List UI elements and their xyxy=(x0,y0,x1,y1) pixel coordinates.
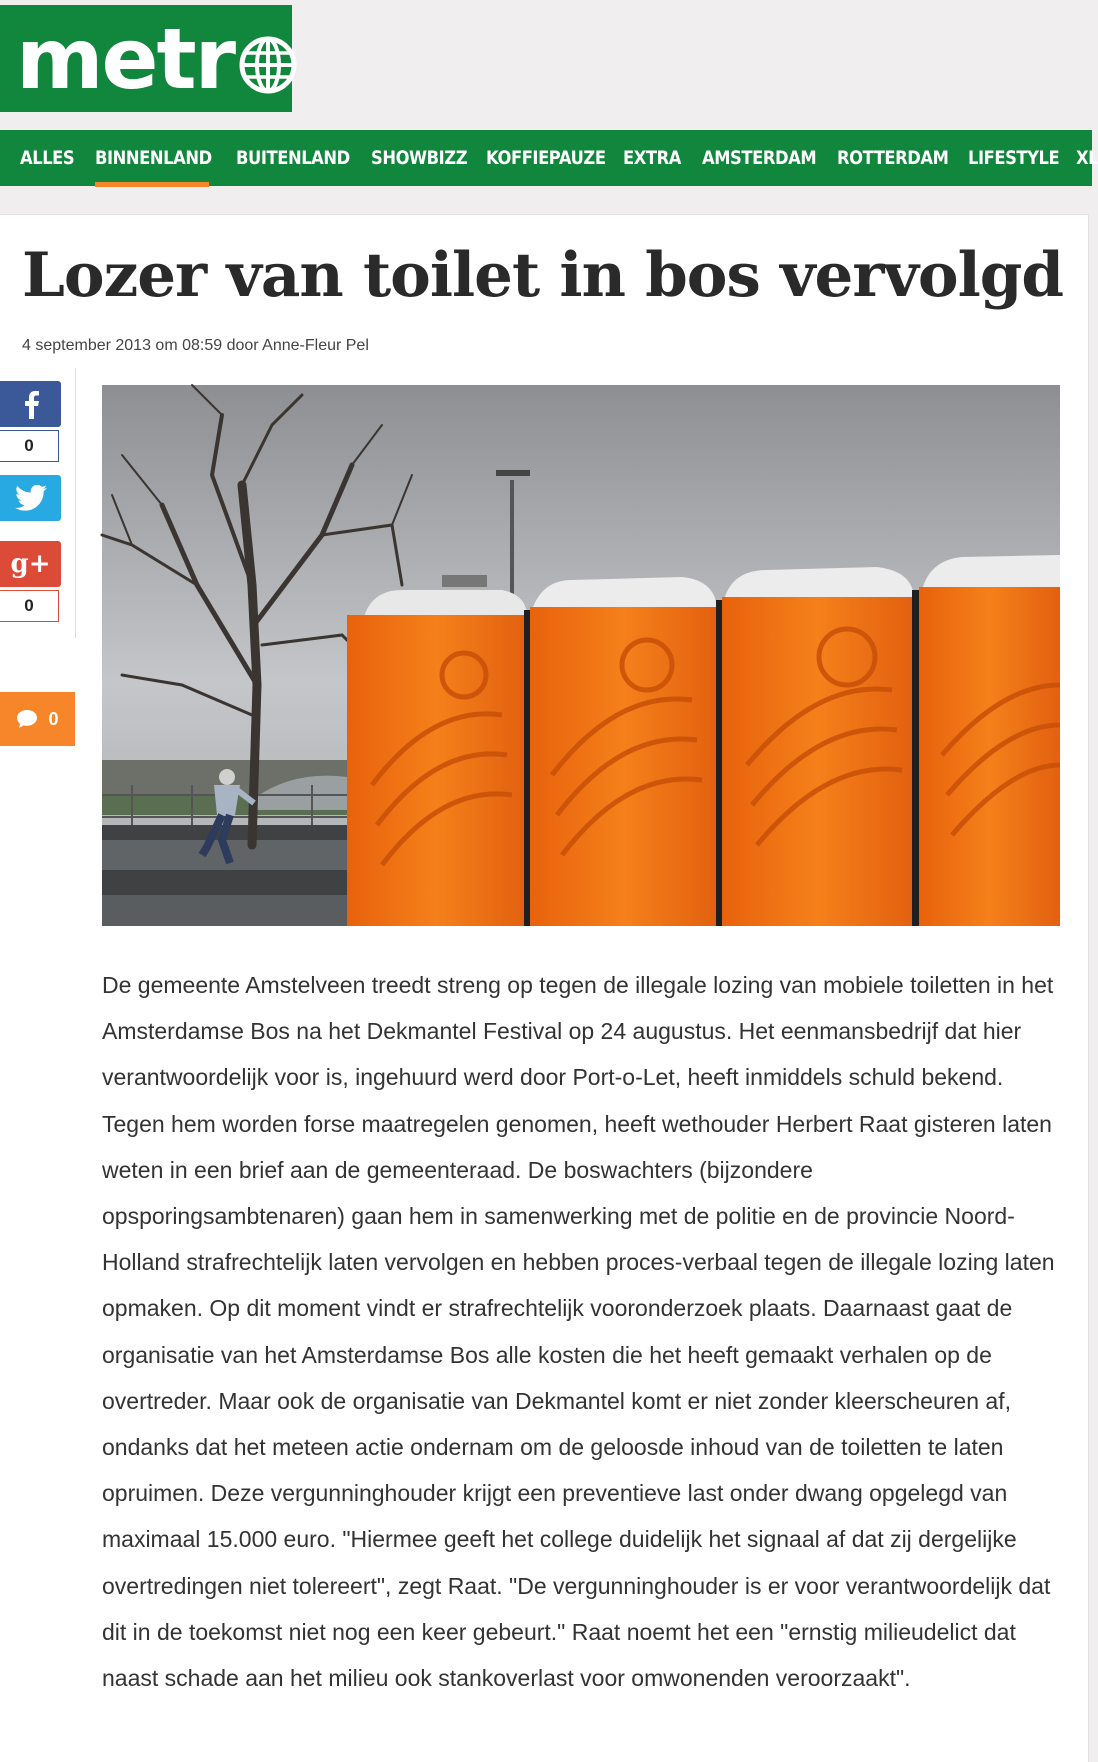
article-photo xyxy=(102,385,1060,926)
facebook-share-button[interactable] xyxy=(0,381,61,427)
nav-item-rotterdam[interactable]: ROTTERDAM xyxy=(837,147,949,169)
nav-item-buitenland[interactable]: BUITENLAND xyxy=(236,147,350,169)
google-plus-share-button[interactable] xyxy=(0,541,61,587)
comments-count: 0 xyxy=(48,708,59,729)
google-plus-icon: g+ xyxy=(10,549,51,579)
metro-logo[interactable] xyxy=(0,5,292,112)
nav-item-extra[interactable]: EXTRA xyxy=(623,147,681,169)
main-nav xyxy=(0,130,1098,186)
twitter-share-button[interactable] xyxy=(0,475,61,521)
globe-icon xyxy=(238,35,298,95)
google-plus-share-count: 0 xyxy=(0,590,59,622)
article-title: Lozer van toilet in bos vervolgd xyxy=(22,240,1064,311)
nav-item-showbizz[interactable]: SHOWBIZZ xyxy=(371,147,468,169)
portable-toilets-photo xyxy=(102,385,1060,926)
nav-item-koffiepauze[interactable]: KOFFIEPAUZE xyxy=(486,147,606,169)
nav-item-amsterdam[interactable]: AMSTERDAM xyxy=(702,147,817,169)
logo-wordmark: metr xyxy=(16,9,235,108)
article-body: De gemeente Amstelveen treedt streng op tegen de illegale lozing van mobiele toiletten in het Amsterdamse Bos na het Dekmantel Festival op 24 augustus. Het eenmansbedrijf dat hier verantwoordelijk voor is, ingehuurd werd door Port-o-Let, heeft inmiddels schuld bekend. Tegen hem worden forse maatregelen genomen, heeft wethouder Herbert Raat gisteren laten weten in een brief aan de gemeenteraad. De boswachters (bijzondere opsporingsambtenaren) gaan hem in samenwerking met de politie en de provincie Noord-Holland strafrechtelijk laten vervolgen en hebben proces-verbaal tegen de illegale lozing laten opmaken. Op dit moment vindt er strafrechtelijk vooronderzoek plaats. Daarnaast gaat de organisatie van het Amsterdamse Bos alle kosten die het heeft gemaakt verhalen op de overtreder. Maar ook de organisatie van Dekmantel komt er niet zonder kleerscheuren af, ondanks dat het meteen actie ondernam om de geloosde inhoud van de toiletten te laten opruimen. Deze vergunninghouder krijgt een preventieve last onder dwang opgelegd van maximaal 15.000 euro. "Hiermee geeft het college duidelijk het signaal af dat zij dergelijke overtredingen niet tolereert", zegt Raat. "De vergunninghouder is er voor verantwoordelijk dat dit in de toekomst niet nog een keer gebeurt." Raat noemt het een "ernstig milieudelict dat naast schade aan het milieu ook stankoverlast voor omwonenden veroorzaakt". xyxy=(102,972,1055,1692)
twitter-icon xyxy=(15,484,47,512)
nav-item-binnenland[interactable]: BINNENLAND xyxy=(95,147,212,169)
nav-item-xl[interactable]: XL xyxy=(1076,147,1098,169)
facebook-icon xyxy=(21,389,41,419)
comment-icon xyxy=(16,709,38,729)
nav-item-lifestyle[interactable]: LIFESTYLE xyxy=(968,147,1060,169)
article-byline: 4 september 2013 om 08:59 door Anne-Fleur Pel xyxy=(22,337,369,354)
comments-button[interactable] xyxy=(0,692,75,746)
nav-item-alles[interactable]: ALLES xyxy=(20,147,75,169)
facebook-share-count: 0 xyxy=(0,430,59,462)
nav-active-indicator xyxy=(95,182,209,187)
